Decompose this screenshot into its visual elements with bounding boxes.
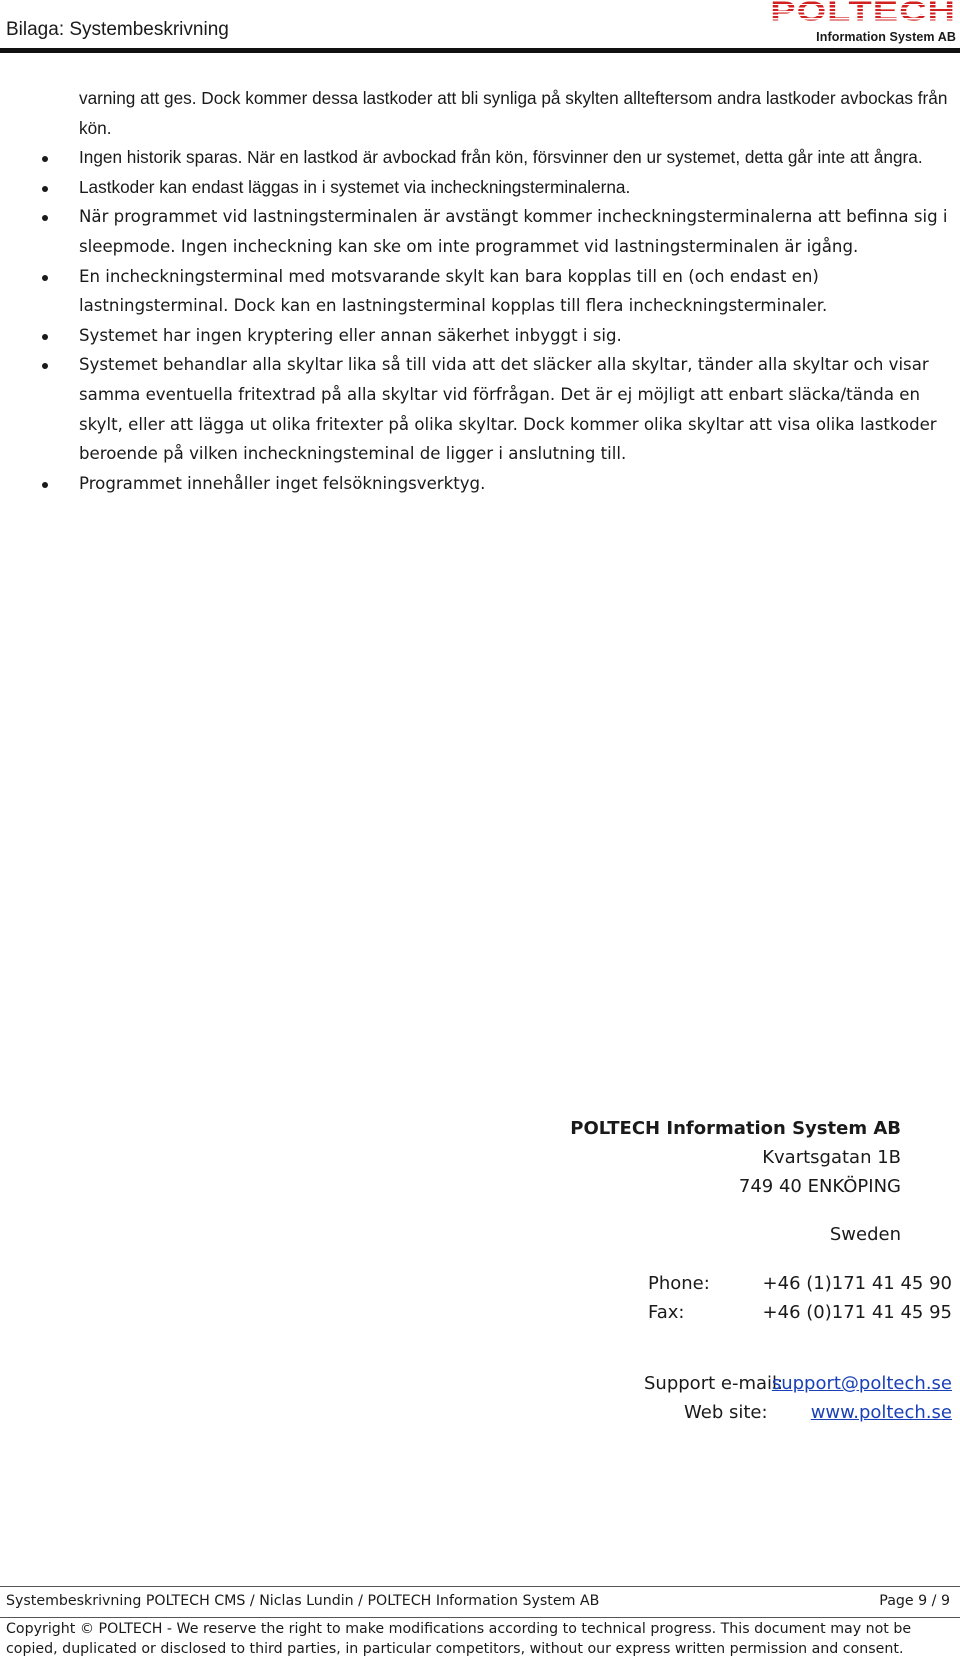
country: Sweden	[829, 1224, 901, 1245]
list-item-text: Systemet har ingen kryptering eller annan säkerhet inbyggt i sig.	[79, 325, 622, 345]
footer-divider	[0, 1586, 960, 1587]
list-item-text: En incheckningsterminal med motsvarande skylt kan bara kopplas till en (och endast en) lastningsterminal. Dock kan en lastningsterminal kopplas till flera incheckningsterminaler.	[79, 266, 828, 316]
support-email-link[interactable]: support@poltech.se	[771, 1373, 952, 1394]
web-label: Web site:	[684, 1402, 768, 1423]
list-item-text: Programmet innehåller inget felsökningsverktyg.	[79, 473, 486, 493]
support-row	[644, 1373, 952, 1402]
list-item	[0, 469, 960, 499]
list-item	[0, 321, 960, 351]
fax-row	[648, 1302, 952, 1331]
contact-phone-fax	[648, 1273, 952, 1331]
page-header	[0, 0, 960, 54]
copyright-notice: Copyright © POLTECH - We reserve the right to make modifications according to technical progress. This document may not be copied, duplicated or disclosed to third parties, in particular competitors, without our express written permission and consent.	[6, 1621, 912, 1657]
logo-subtitle: Information System AB	[816, 30, 956, 44]
footer-document-info: Systembeskrivning POLTECH CMS / Niclas Lundin / POLTECH Information System AB	[6, 1593, 600, 1609]
bullet-icon	[42, 482, 48, 488]
logo-wordmark: POLTECH	[770, 0, 956, 27]
footer-divider-2	[0, 1617, 960, 1618]
phone-row	[648, 1273, 952, 1302]
bullet-icon	[42, 363, 48, 369]
page-number: Page 9 / 9	[879, 1593, 950, 1609]
fax-number: +46 (0)171 41 45 95	[762, 1302, 952, 1323]
contact-online	[644, 1373, 952, 1431]
postal-address: 749 40 ENKÖPING	[738, 1176, 901, 1197]
list-item-text: Ingen historik sparas. När en lastkod är avbockad från kön, försvinner den ur systemet, detta går inte att ångra.	[79, 147, 923, 168]
list-item-text: Lastkoder kan endast läggas in i systemet via incheckningsterminalerna.	[79, 176, 631, 197]
phone-number: +46 (1)171 41 45 90	[762, 1273, 952, 1294]
header-divider	[0, 48, 960, 53]
list-item	[0, 350, 960, 468]
list-item	[0, 262, 960, 321]
list-item-text: När programmet vid lastningsterminalen är avstängt kommer incheckningsterminalerna att befinna sig i sleepmode. Ingen incheckning kan ske om inte programmet vid lastningsterminalen är igång.	[79, 207, 948, 256]
list-item-text: Systemet behandlar alla skyltar lika så till vida att det släcker alla skyltar, tänder alla skyltar och visar samma eventuella fritextrad på alla skyltar vid förfrågan. Det är ej möjligt att enbart släcka/tända en skylt, eller att lägga ut olika fritexter på olika skyltar. Dock kommer olika skyltar att visa olika lastkoder beroende på vilken incheckningsteminal de ligger i anslutning till.	[79, 355, 937, 464]
list-item	[0, 173, 960, 203]
list-item	[0, 202, 960, 261]
bullet-icon	[42, 275, 48, 281]
web-row	[648, 1402, 952, 1431]
document-body	[0, 84, 960, 498]
poltech-logo	[770, 0, 956, 46]
bullet-icon	[42, 186, 48, 192]
header-title: Bilaga: Systembeskrivning	[6, 19, 229, 40]
phone-label: Phone:	[648, 1273, 710, 1294]
bullet-icon	[42, 156, 48, 162]
company-name: POLTECH Information System AB	[570, 1118, 901, 1139]
company-address	[570, 1114, 901, 1249]
support-label: Support e-mail:	[644, 1373, 784, 1394]
intro-paragraph: varning att ges. Dock kommer dessa lastkoder att bli synliga på skylten allteftersom andra lastkoder avbockas från kön.	[79, 88, 948, 138]
bullet-icon	[42, 215, 48, 221]
fax-label: Fax:	[648, 1302, 685, 1323]
list-item	[0, 143, 960, 173]
website-link[interactable]: www.poltech.se	[810, 1402, 952, 1423]
street-address: Kvartsgatan 1B	[762, 1147, 901, 1168]
bullet-icon	[42, 334, 48, 340]
